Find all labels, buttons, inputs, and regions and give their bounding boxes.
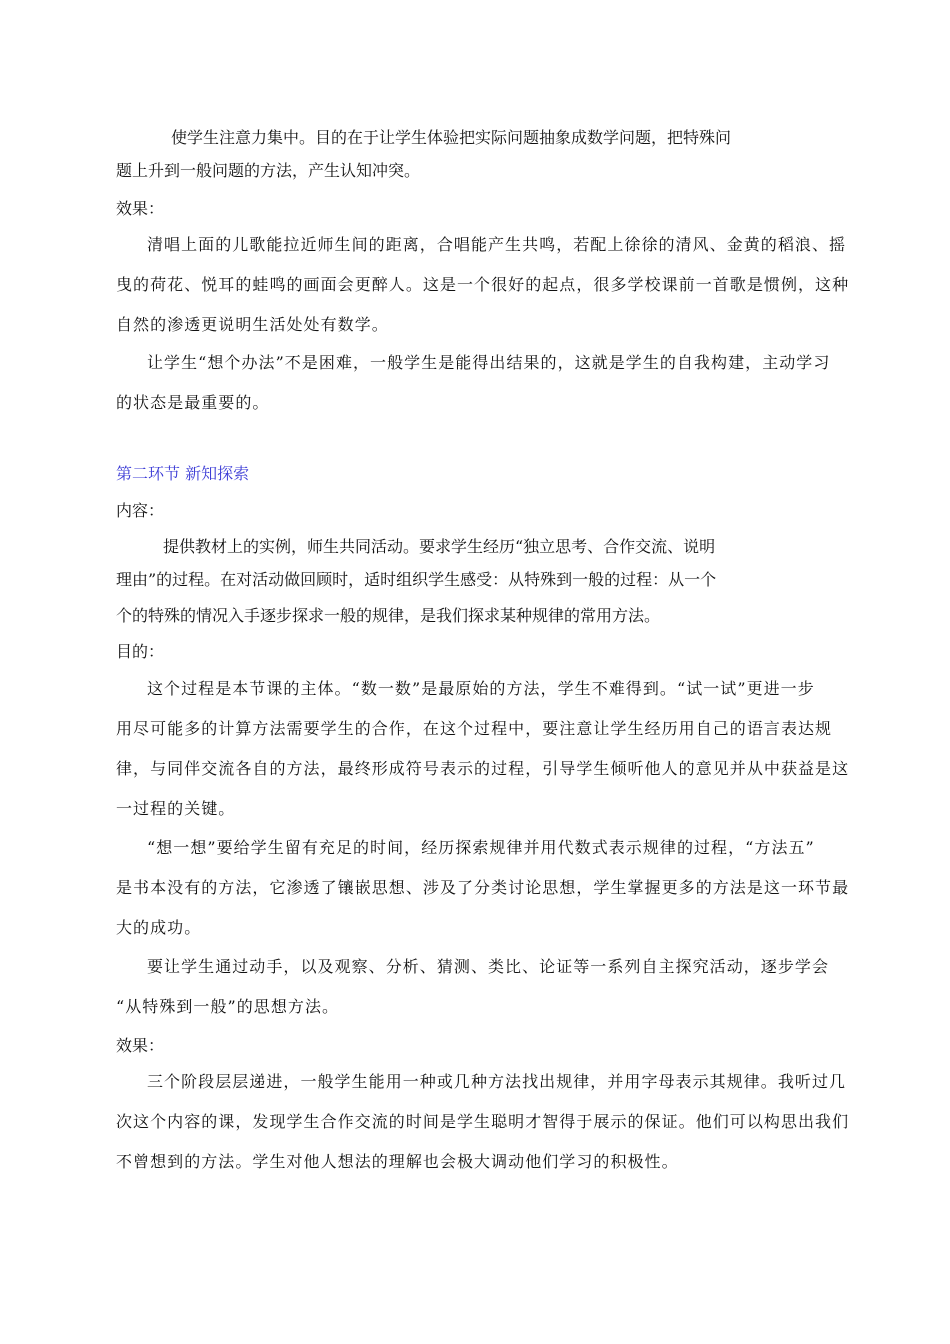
paragraph-line: “从特殊到一般”的思想方法。 bbox=[116, 997, 340, 1016]
paragraph-line: 让学生“想个办法”不是困难，一般学生是能得出结果的，这就是学生的自我构建，主动学习 bbox=[147, 353, 831, 372]
paragraph-line: 个的特殊的情况入手逐步探求一般的规律，是我们探求某种规律的常用方法。 bbox=[116, 606, 661, 625]
paragraph-line: 使学生注意力集中。目的在于让学生体验把实际问题抽象成数学问题，把特殊问 bbox=[171, 128, 732, 147]
label-effect: 效果： bbox=[116, 1036, 165, 1055]
paragraph-line: 律，与同伴交流各自的方法，最终形成符号表示的过程，引导学生倾听他人的意见并从中获益是这 bbox=[116, 759, 850, 778]
paragraph-line: 大的成功。 bbox=[116, 918, 202, 937]
paragraph-line: 是书本没有的方法，它渗透了镶嵌思想、涉及了分类讨论思想，学生掌握更多的方法是这一环节最 bbox=[116, 878, 850, 897]
paragraph-line: 清唱上面的儿歌能拉近师生间的距离，合唱能产生共鸣，若配上徐徐的清风、金黄的稻浪、摇 bbox=[147, 235, 847, 254]
paragraph-line: “想一想”要给学生留有充足的时间，经历探索规律并用代数式表示规律的过程，“方法五” bbox=[147, 838, 815, 857]
section-heading: 第二环节 新知探索 bbox=[116, 464, 250, 483]
paragraph-line: 曳的荷花、悦耳的蛙鸣的画面会更醉人。这是一个很好的起点，很多学校课前一首歌是惯例，这种 bbox=[116, 275, 850, 294]
label-effect: 效果： bbox=[116, 199, 165, 218]
paragraph-line: 这个过程是本节课的主体。“数一数”是最原始的方法，学生不难得到。“试一试”更进一步 bbox=[147, 679, 815, 698]
paragraph-line: 理由”的过程。在对活动做回顾时，适时组织学生感受：从特殊到一般的过程：从一个 bbox=[116, 570, 717, 589]
paragraph-line: 不曾想到的方法。学生对他人想法的理解也会极大调动他们学习的积极性。 bbox=[116, 1152, 679, 1171]
paragraph-line: 用尽可能多的计算方法需要学生的合作，在这个过程中，要注意让学生经历用自己的语言表达规 bbox=[116, 719, 833, 738]
paragraph-line: 要让学生通过动手，以及观察、分析、猜测、类比、论证等一系列自主探究活动，逐步学会 bbox=[147, 957, 830, 976]
paragraph-line: 一过程的关键。 bbox=[116, 799, 236, 818]
paragraph-line: 的状态是最重要的。 bbox=[116, 393, 270, 412]
label-content: 内容： bbox=[116, 501, 165, 520]
label-goal: 目的： bbox=[116, 642, 165, 661]
paragraph-line: 提供教材上的实例，师生共同活动。要求学生经历“独立思考、合作交流、说明 bbox=[163, 537, 716, 556]
paragraph-line: 题上升到一般问题的方法，产生认知冲突。 bbox=[116, 161, 421, 180]
paragraph-line: 自然的渗透更说明生活处处有数学。 bbox=[116, 315, 389, 334]
paragraph-line: 三个阶段层层递进，一般学生能用一种或几种方法找出规律，并用字母表示其规律。我听过几 bbox=[147, 1072, 847, 1091]
paragraph-line: 次这个内容的课，发现学生合作交流的时间是学生聪明才智得于展示的保证。他们可以构思出我们 bbox=[116, 1112, 850, 1131]
